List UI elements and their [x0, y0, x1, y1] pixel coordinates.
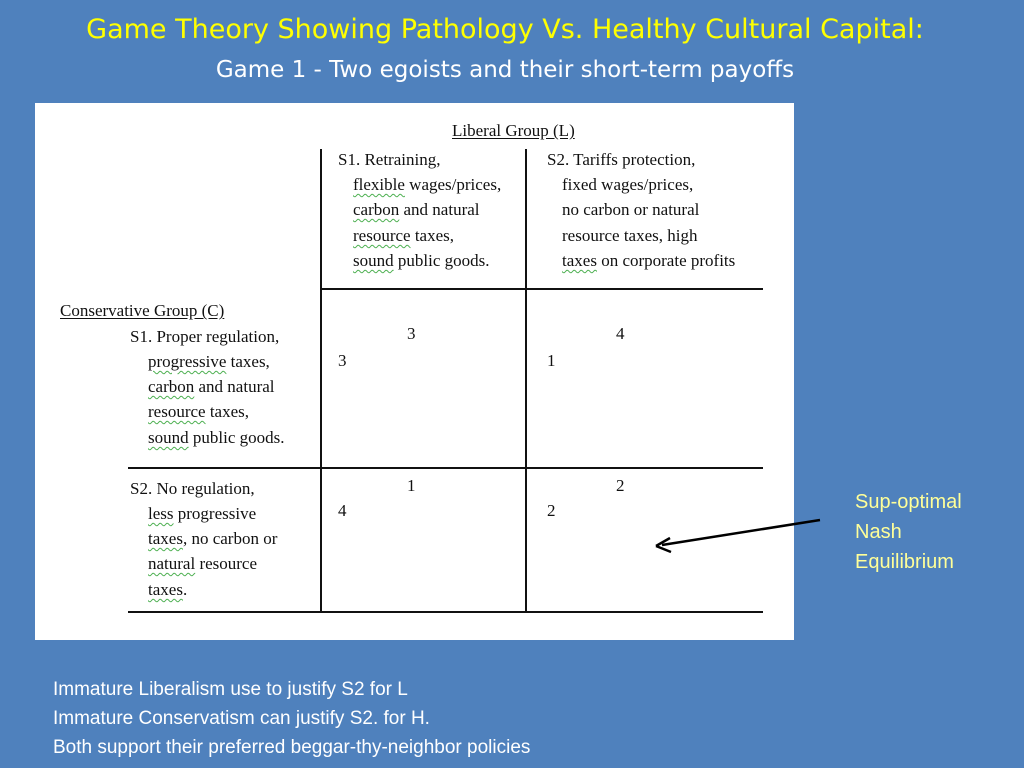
payoff-s2s2-conservative: 2 [547, 501, 556, 520]
vertical-divider-middle [525, 149, 527, 613]
horizontal-divider-middle [128, 467, 763, 469]
payoff-s2s2-liberal: 2 [616, 476, 625, 495]
payoff-s1s2-conservative: 1 [547, 351, 556, 370]
payoff-s1s2-liberal: 4 [616, 324, 625, 343]
slide-title: Game Theory Showing Pathology Vs. Healthy Cultural Capital: [86, 14, 924, 45]
payoff-matrix-image: Liberal Group (L) S1. Retraining, flexible wages/prices, carbon and natural resource taxes, sound public goods. S2. Tariffs protection, fixed wages/prices, no carbon or natural resource taxes, high taxes on corporate profits Conservative Group (C) S1. Proper regulation, progressive taxes, carbon and natural resource taxes, sound public goods. S2. No regulation, less progressive taxes, no carbon or natural resource taxes. 3 3 4 1 1 4 2 2 [35, 103, 794, 640]
vertical-divider-left [320, 149, 322, 613]
slide-notes [53, 675, 530, 762]
payoff-s1s1-conservative: 3 [338, 351, 347, 370]
note-line: Immature Liberalism use to justify S2 for L [53, 679, 408, 700]
horizontal-divider-bottom [128, 611, 763, 613]
nash-equilibrium-annotation: Sup-optimal Nash Equilibrium [855, 491, 962, 573]
note-line: Both support their preferred beggar-thy-neighbor policies [53, 737, 531, 758]
payoff-s2s1-conservative: 4 [338, 501, 347, 520]
horizontal-divider-top [322, 288, 763, 290]
payoff-s2s1-liberal: 1 [407, 476, 416, 495]
liberal-group-header: Liberal Group (L) [452, 121, 575, 140]
conservative-group-header: Conservative Group (C) [60, 301, 225, 320]
payoff-s1s1-liberal: 3 [407, 324, 416, 343]
note-line: Immature Conservatism can justify S2. for H. [53, 708, 430, 729]
slide-subtitle: Game 1 - Two egoists and their short-term payoffs [215, 57, 795, 83]
arrow-icon [640, 505, 825, 555]
